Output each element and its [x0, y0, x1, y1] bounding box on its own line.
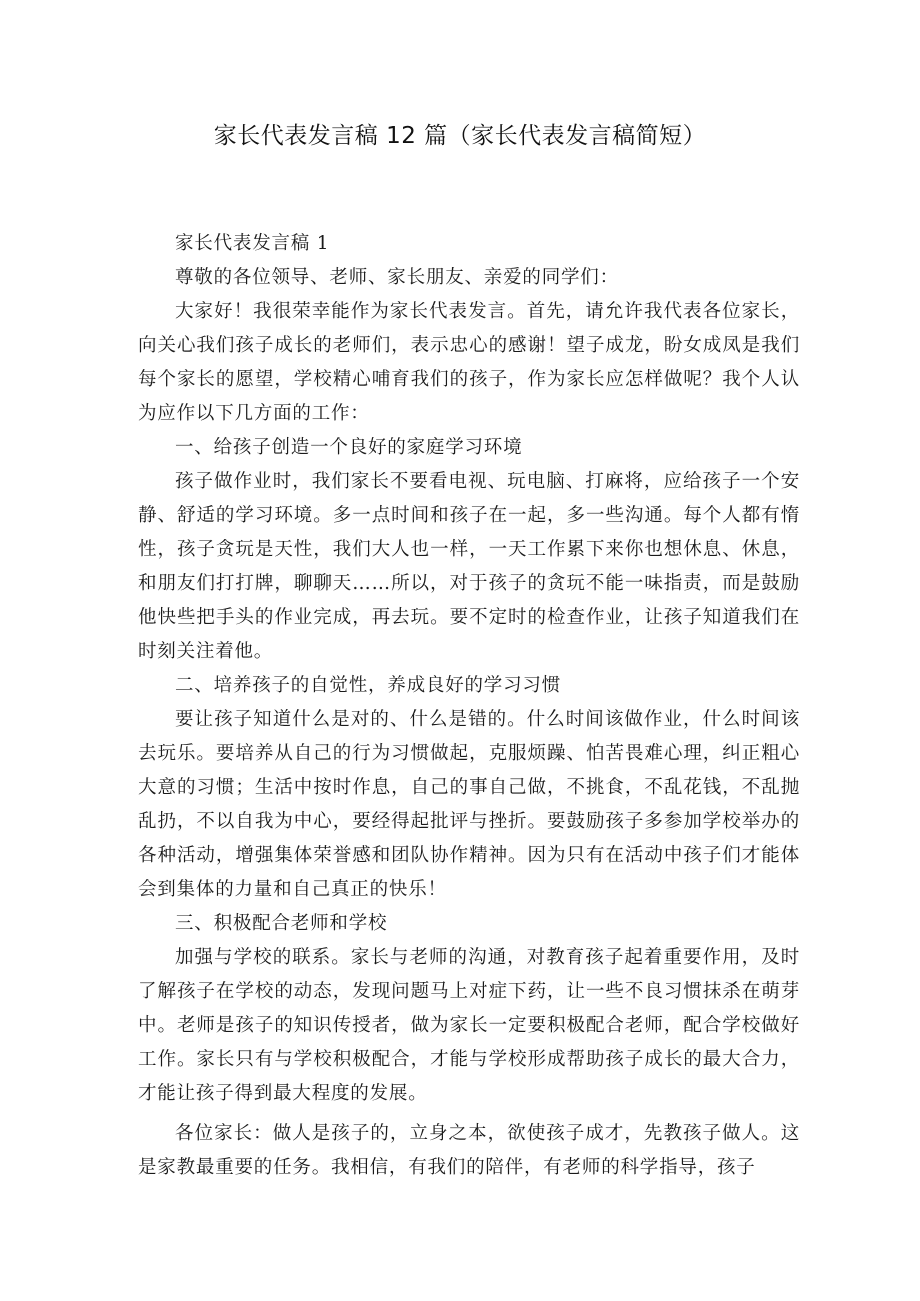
body-paragraph: 加强与学校的联系。家长与老师的沟通，对教育孩子起着重要作用，及时了解孩子在学校的动态，发现问题马上对症下药，让一些不良习惯抹杀在萌芽中。老师是孩子的知识传授者，做为家长一定要积极配合老师，配合学校做好工作。家长只有与学校积极配合，才能与学校形成帮助孩子成长的最大合力，才能让孩子得到最大程度的发展。: [138, 947, 800, 1104]
body-paragraph: 各位家长：做人是孩子的，立身之本，欲使孩子成才，先教孩子做人。这是家教最重要的任务。我相信，有我们的陪伴，有老师的科学指导，孩子: [138, 1123, 800, 1178]
body-paragraph: 要让孩子知道什么是对的、什么是错的。什么时间该做作业，什么时间该去玩乐。要培养从自己的行为习惯做起，克服烦躁、怕苦畏难心理，纠正粗心大意的习惯；生活中按时作息，自己的事自己做，不挑食，不乱花钱，不乱抛乱扔，不以自我为中心，要经得起批评与挫折。要鼓励孩子多参加学校举办的各种活动，增强集体荣誉感和团队协作精神。因为只有在活动中孩子们才能体会到集体的力量和自己真正的快乐！: [138, 709, 800, 900]
speech-heading: 家长代表发言稿 1: [175, 233, 330, 254]
body-paragraph: 孩子做作业时，我们家长不要看电视、玩电脑、打麻将，应给孩子一个安静、舒适的学习环境。多一点时间和孩子在一起，多一些沟通。每个人都有惰性，孩子贪玩是天性，我们大人也一样，一天工作累下来你也想休息、休息，和朋友们打打牌，聊聊天……所以，对于孩子的贪玩不能一味指责，而是鼓励他快些把手头的作业完成，再去玩。要不定时的检查作业，让孩子知道我们在时刻关注着他。: [138, 471, 800, 662]
document-title: 家长代表发言稿 12 篇（家长代表发言稿简短）: [213, 123, 707, 149]
salutation: 尊敬的各位领导、老师、家长朋友、亲爱的同学们：: [175, 267, 619, 288]
section-heading: 二、培养孩子的自觉性，养成良好的学习习惯: [175, 675, 562, 696]
body-paragraph: 大家好！我很荣幸能作为家长代表发言。首先，请允许我代表各位家长，向关心我们孩子成长的老师们，表示忠心的感谢！望子成龙，盼女成凤是我们每个家长的愿望，学校精心哺育我们的孩子，作为家长应怎样做呢？我个人认为应作以下几方面的工作：: [138, 301, 800, 424]
section-heading: 三、积极配合老师和学校: [175, 913, 388, 934]
section-heading: 一、给孩子创造一个良好的家庭学习环境: [175, 437, 523, 458]
document-body: [138, 227, 800, 1185]
